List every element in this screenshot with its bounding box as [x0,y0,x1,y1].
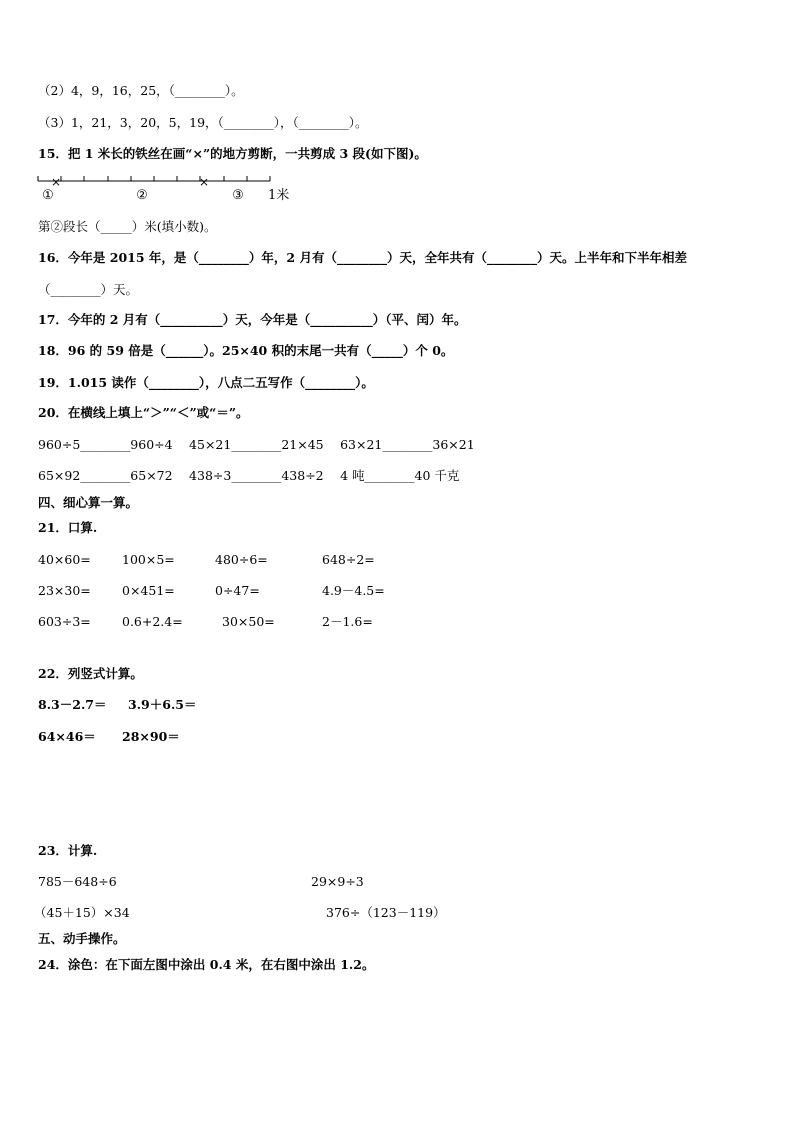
oral-item: 603÷3= [38,614,91,629]
ruler-ticks [38,176,270,181]
section-5-heading: 五、动手操作。 [38,931,126,946]
question-16-line-1: 16．今年是 2015 年，是（________）年，2 月有（________）天，全年共有（________）天。上半年和下半年相差 [38,250,687,265]
calc-item: 376÷（123－119） [326,905,446,920]
question-19: 19．1.015 读作（________），八点二五写作（________）。 [38,375,374,390]
question-14-part-2: （2）4，9，16，25，（________）。 [38,83,244,98]
cut-mark-1: × [50,175,62,189]
oral-item: 0.6+2.4= [122,614,183,629]
question-18: 18．96 的 59 倍是（______）。25×40 积的末尾一共有（_____）个 0。 [38,343,454,358]
vertical-calc-item: 3.9＋6.5＝ [128,697,197,712]
question-22: 22．列竖式计算。 [38,666,143,681]
vertical-calc-item: 8.3－2.7＝ [38,697,107,712]
oral-item: 30×50= [222,614,275,629]
oral-item: 2－1.6= [322,614,373,629]
question-20-row-2: 65×92________65×72 438÷3________438÷2 4 吨________40 千克 [38,468,460,483]
question-20-row-1: 960÷5________960÷4 45×21________21×45 63×21________36×21 [38,437,475,452]
oral-item: 40×60= [38,552,91,567]
calc-item: （45＋15）×34 [34,905,130,920]
question-23: 23．计算. [38,843,98,858]
calc-item: 29×9÷3 [311,874,364,889]
question-20: 20．在横线上填上“＞”“＜”或“＝”。 [38,405,249,420]
question-16-line-2: （________）天。 [38,282,139,297]
oral-item: 0×451= [122,583,175,598]
question-15: 15．把 1 米长的铁丝在画“×”的地方剪断，一共剪成 3 段(如下图)。 [38,146,427,161]
section-4-heading: 四、细心算一算。 [38,495,139,510]
calc-item: 785－648÷6 [38,874,117,889]
question-17: 17．今年的 2 月有（__________）天，今年是（__________）（平、闰）年。 [38,312,467,327]
question-24: 24．涂色：在下面左图中涂出 0.4 米，在右图中涂出 1.2。 [38,957,375,972]
segment-2-label: ② [136,188,148,202]
vertical-calc-item: 64×46＝ [38,729,96,744]
segment-1-label: ① [42,188,54,202]
segment-3-label: ③ [232,188,244,202]
question-21: 21．口算. [38,520,98,535]
oral-item: 100×5= [122,552,175,567]
ruler-figure [34,172,304,202]
oral-item: 0÷47= [215,583,260,598]
oral-item: 480÷6= [215,552,268,567]
question-14-part-3: （3）1，21，3，20，5，19，（________），（________）。 [38,115,368,130]
oral-item: 648÷2= [322,552,375,567]
question-15-answer: 第②段长（_____）米(填小数)。 [38,219,217,234]
ruler-end-label: 1米 [268,188,290,202]
vertical-calc-item: 28×90＝ [122,729,180,744]
cut-mark-2: × [198,175,210,189]
oral-item: 23×30= [38,583,91,598]
oral-item: 4.9－4.5= [322,583,385,598]
